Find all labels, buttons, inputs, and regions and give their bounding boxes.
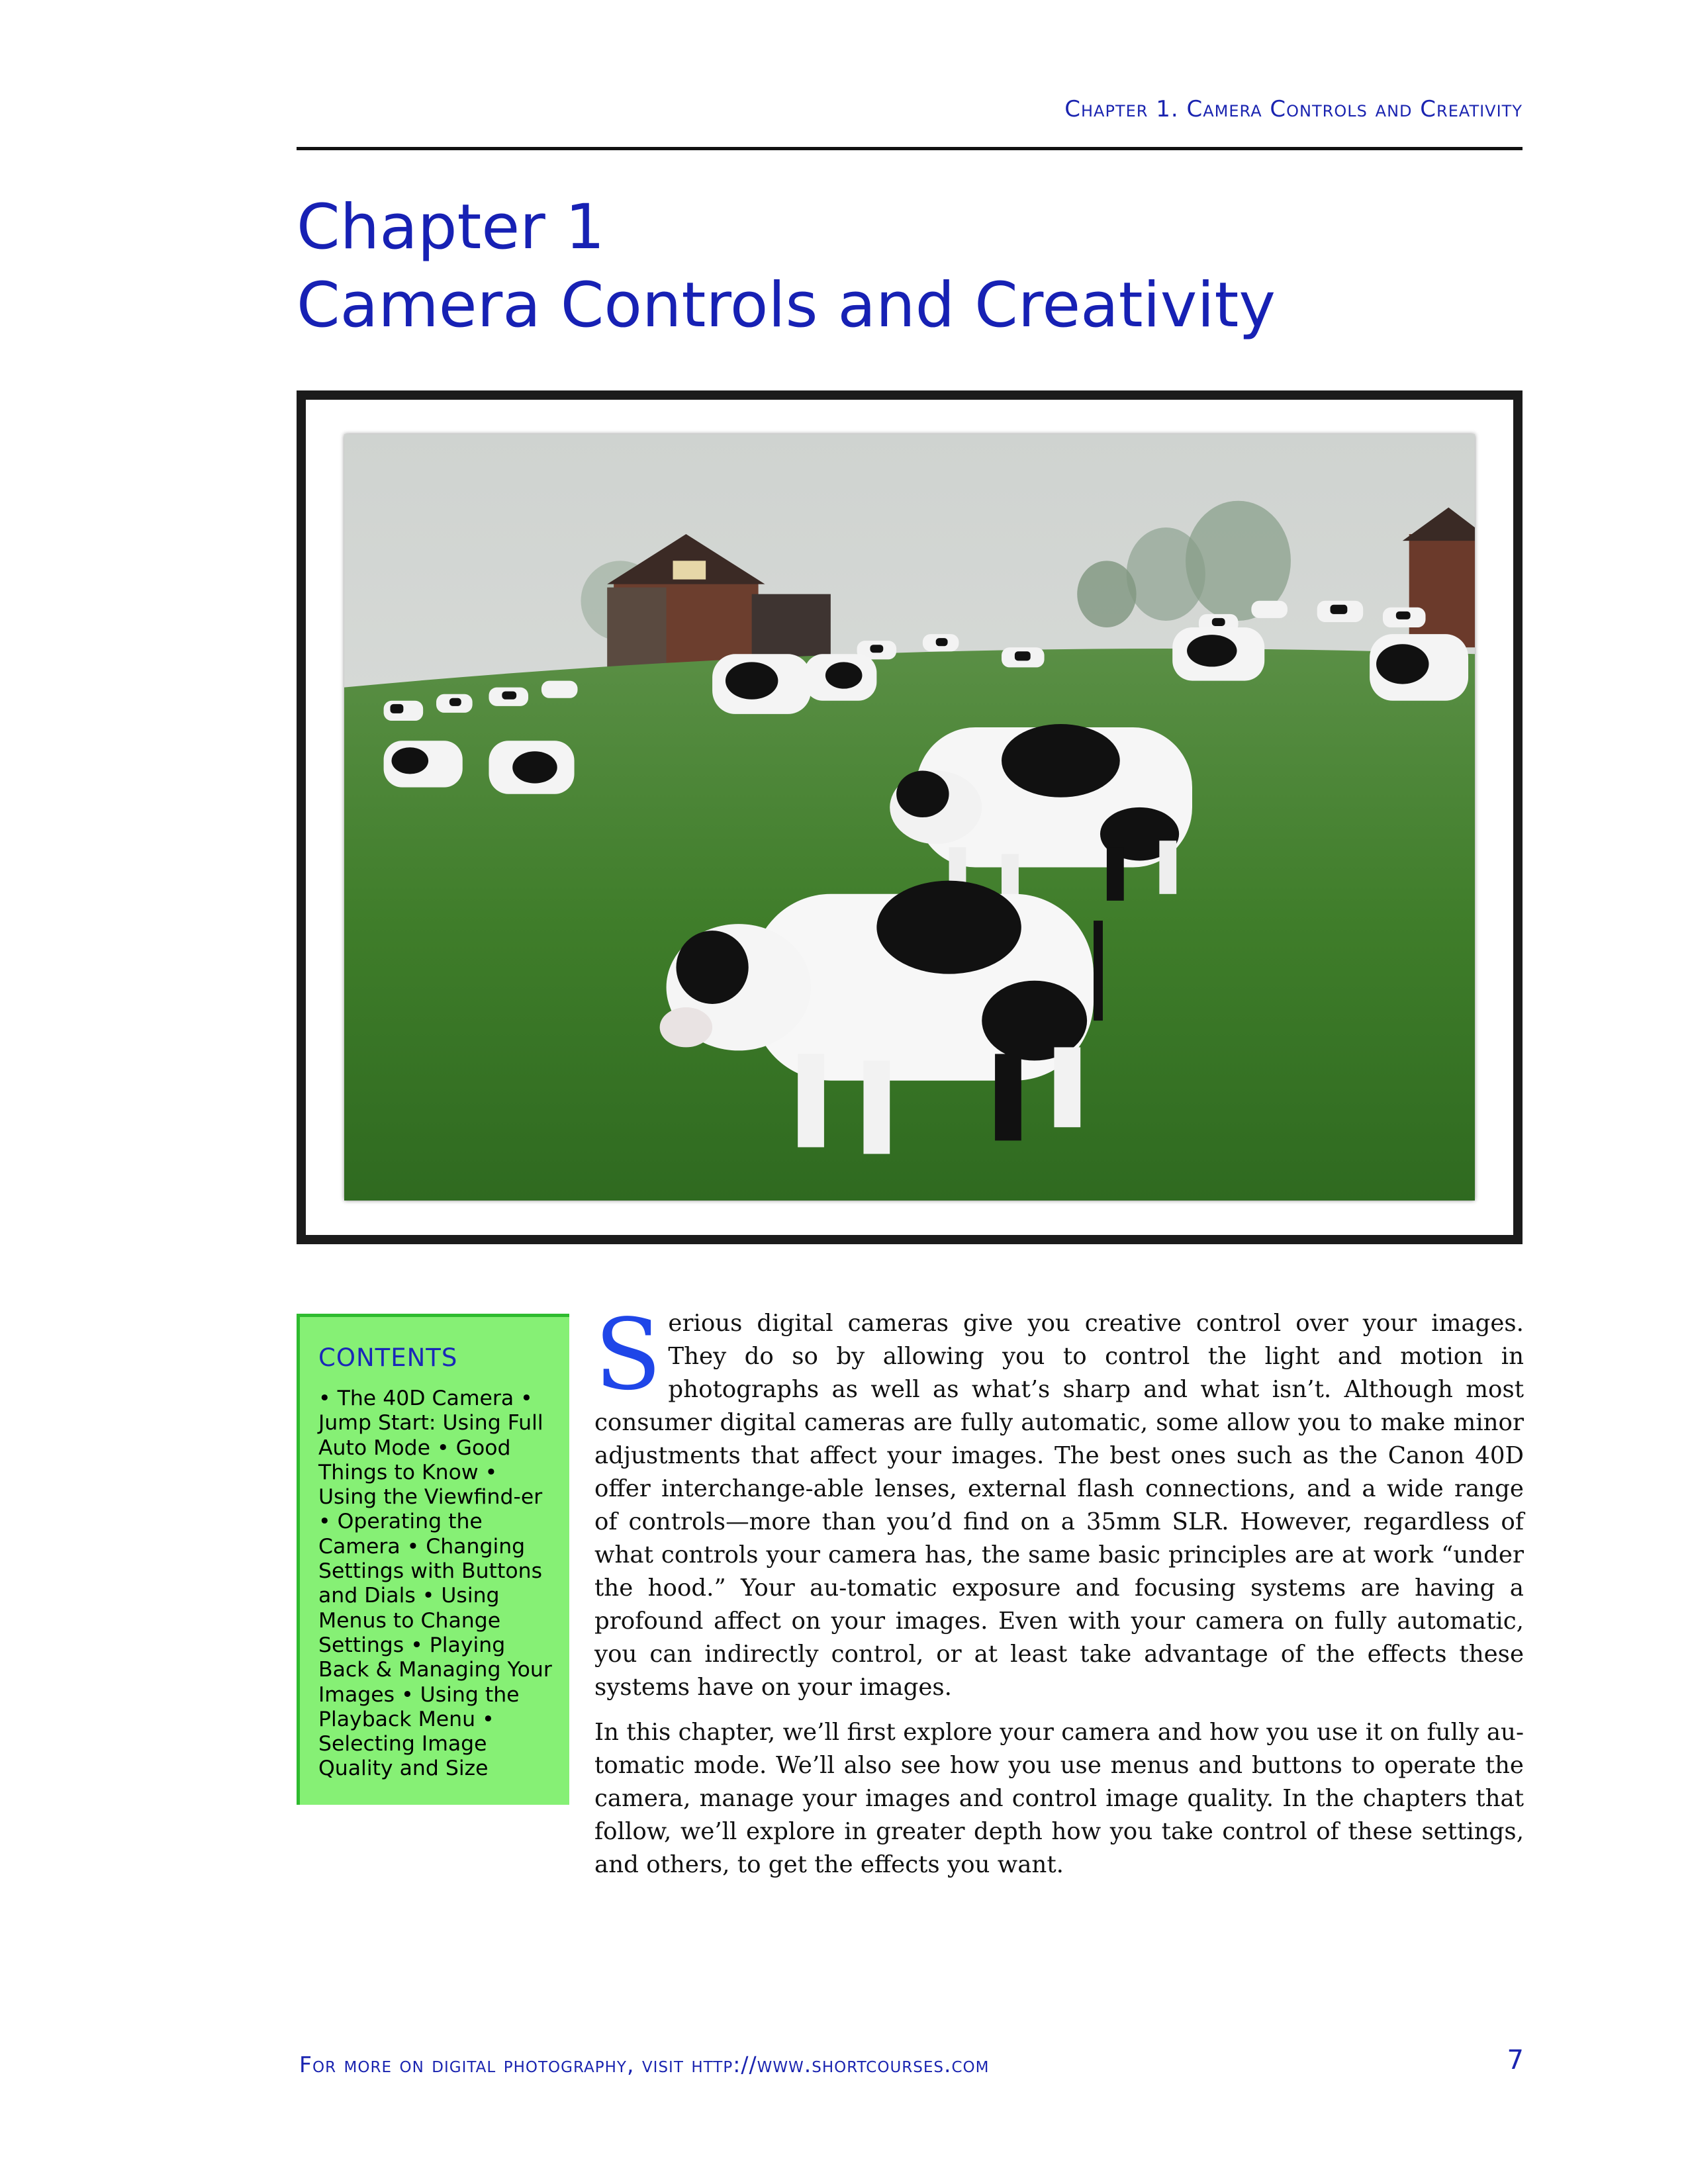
intro-paragraph-1 — [594, 1298, 1524, 1704]
chapter-title — [297, 189, 1276, 345]
intro-paragraph-2: In this chapter, we’ll first explore your camera and how you use it on fully au-tomatic mode. We’ll also see how you use menus and buttons to operate the camera, manage your images and control image quality. In the chapters that follow, we’ll explore in greater depth how you take control of these settings, and others, to get the effects you want. — [594, 1719, 1524, 1878]
photo-frame — [297, 390, 1523, 1244]
intro-paragraph-1-text: erious digital cameras give you creative control over your images. They do so by allowing you to control the light and motion in photographs as well as what’s sharp and what isn’t. Although most consumer digital cameras are fully automatic, some allow you to make minor adjustments that affect your images. The best ones such as the Canon 40D offer interchange-able lenses, external flash connections, and a wide range of controls—more than you’d find on a 35mm SLR. However, regardless of what controls your camera has, the same basic principles are at work “under the hood.” Your au-tomatic exposure and focusing systems are having a profound affect on your images. Even with your camera on fully automatic, you can indirectly control, or at least take advantage of the effects these systems have on your images. — [594, 1310, 1524, 1701]
page-number: 7 — [1507, 2045, 1524, 2075]
contents-sidebar — [297, 1314, 569, 1805]
chapter-intro — [594, 1298, 1524, 1893]
drop-cap: S — [594, 1298, 662, 1412]
photo-illustration — [344, 434, 1475, 1201]
photo-mat — [306, 400, 1513, 1235]
cow-statues-photo — [344, 434, 1475, 1201]
chapter-number: Chapter 1 — [297, 191, 605, 263]
header-rule — [297, 147, 1523, 150]
contents-list: • The 40D Camera • Jump Start: Using Full Auto Mode • Good Things to Know • Using the Viewfind-er • Operating the Camera • Changing Settings with Buttons and Dials • Using Menus to Change Settings • Playing Back & Managing Your Images • Using the Playback Menu • Selecting Image Quality and Size — [318, 1387, 552, 1781]
running-head: Chapter 1. Camera Controls and Creativity — [1064, 96, 1523, 122]
chapter-name: Camera Controls and Creativity — [297, 269, 1276, 341]
contents-heading: CONTENTS — [318, 1343, 458, 1372]
footer-link-text: For more on digital photography, visit http://www.shortcourses.com — [299, 2052, 990, 2077]
